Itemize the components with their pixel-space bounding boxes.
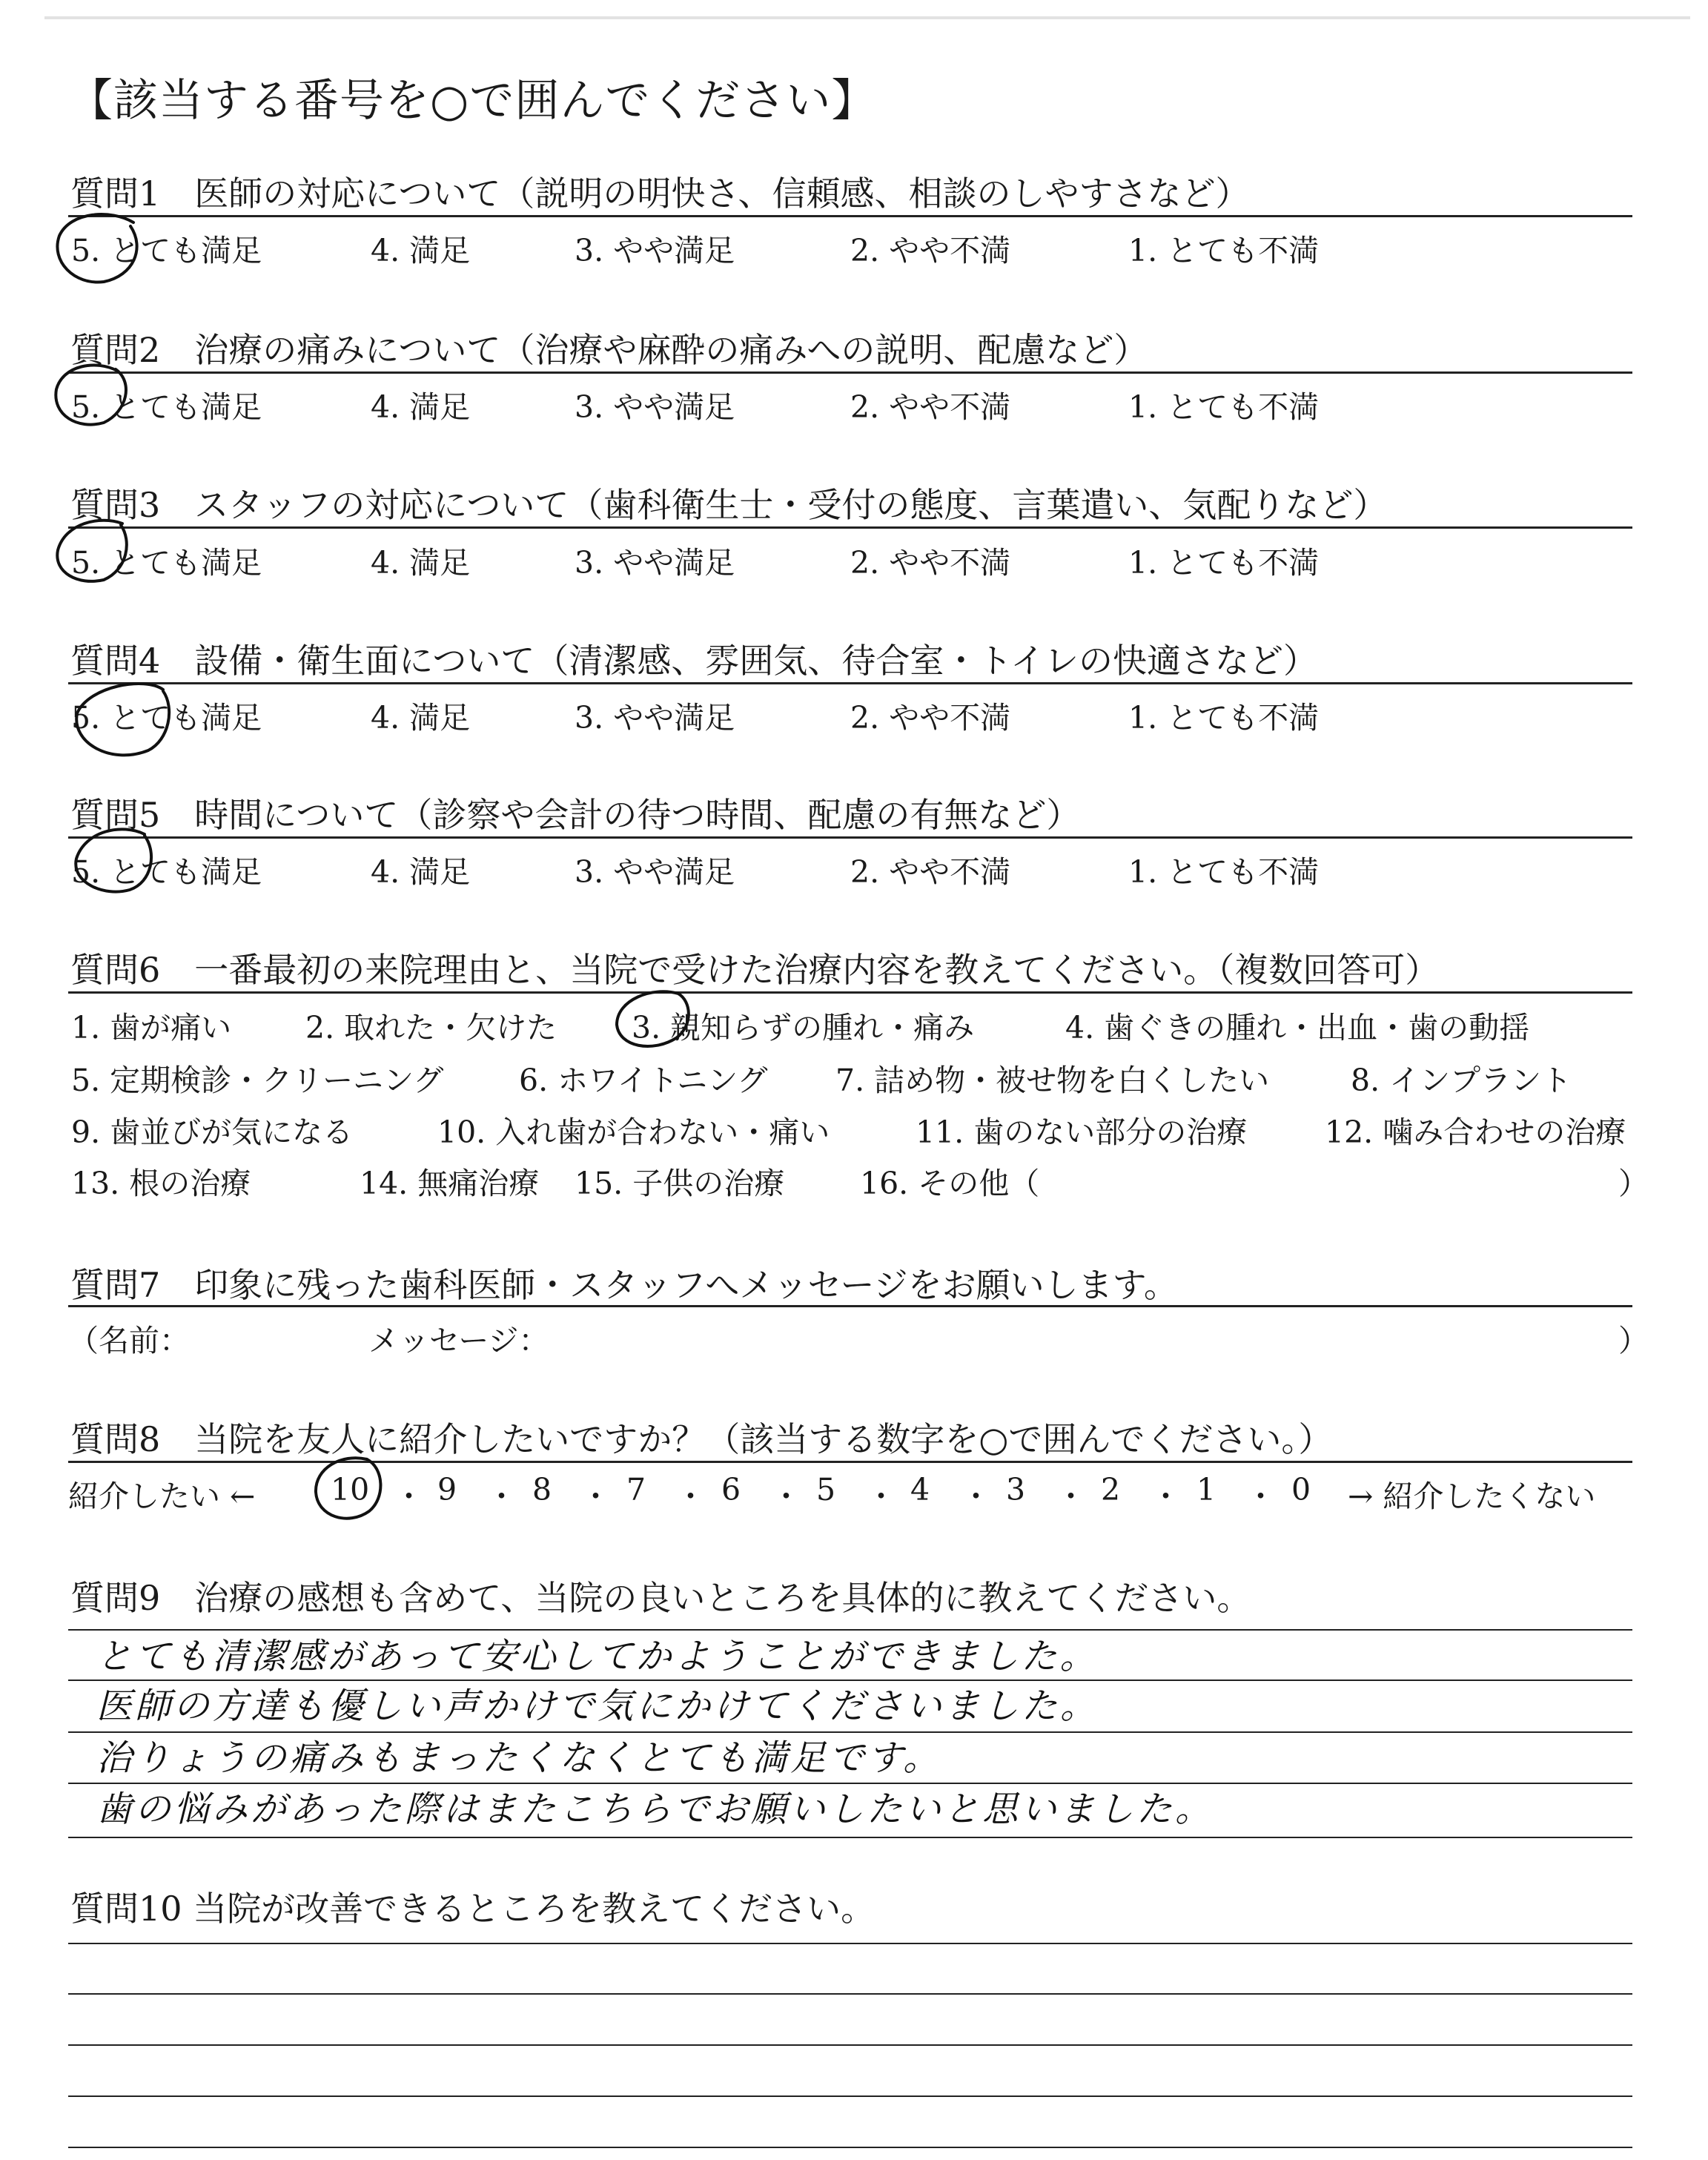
q6-option-5[interactable]: 5. 定期検診・クリーニング — [71, 1063, 444, 1098]
q8-right-label: → 紹介したくない — [1348, 1479, 1596, 1514]
question-10: 質問10 当院が改善できるところを教えてください。 — [70, 1889, 875, 1929]
q5-option-4[interactable]: 4. 満足 — [371, 854, 471, 890]
q6-option-11[interactable]: 11. 歯のない部分の治療 — [916, 1114, 1248, 1150]
q8-score-2[interactable]: 2 — [1101, 1472, 1121, 1507]
q6-option-6[interactable]: 6. ホワイトニング — [519, 1063, 768, 1098]
q3-option-5[interactable]: 5. とても満足 — [71, 545, 262, 581]
q1-option-4[interactable]: 4. 満足 — [371, 233, 471, 268]
q8-sep: ・ — [1151, 1479, 1181, 1514]
q8-sep: ・ — [580, 1479, 611, 1514]
q4-selected-circle — [76, 684, 169, 755]
q8-score-0[interactable]: 0 — [1291, 1472, 1311, 1507]
q2-option-4[interactable]: 4. 満足 — [371, 389, 471, 425]
q5-option-1[interactable]: 1. とても不満 — [1128, 854, 1320, 890]
q8-score-5[interactable]: 5 — [816, 1472, 836, 1507]
q8-score-3[interactable]: 3 — [1006, 1472, 1026, 1507]
q9-answer-line-2: 医師の方達も優しい声かけで気にかけてくださいました。 — [96, 1685, 1099, 1727]
q2-selected-circle — [56, 365, 126, 424]
q6-selected-circle — [617, 991, 689, 1046]
q8-score-1[interactable]: 1 — [1196, 1472, 1217, 1507]
q2-option-1[interactable]: 1. とても不満 — [1128, 389, 1320, 425]
q9-answer-line-1: とても清潔感があって安心してかようことができました。 — [96, 1636, 1099, 1677]
q8-sep: ・ — [675, 1479, 706, 1514]
q3-option-4[interactable]: 4. 満足 — [371, 545, 471, 581]
q4-option-3[interactable]: 3. やや満足 — [575, 700, 735, 736]
question-2: 質問2 治療の痛みについて（治療や麻酔の痛みへの説明、配慮など） — [70, 330, 1148, 370]
q8-sep: ・ — [394, 1479, 424, 1514]
q4-option-5[interactable]: 5. とても満足 — [71, 700, 262, 736]
q1-option-5[interactable]: 5. とても満足 — [71, 233, 262, 268]
q5-option-5[interactable]: 5. とても満足 — [71, 854, 262, 890]
q8-sep: ・ — [866, 1479, 896, 1514]
q5-selected-circle — [76, 829, 151, 891]
q6-option-16[interactable]: 16. その他（ — [860, 1166, 1040, 1201]
q8-score-8[interactable]: 8 — [532, 1472, 552, 1507]
q8-sep: ・ — [486, 1479, 517, 1514]
q8-score-6[interactable]: 6 — [721, 1472, 741, 1507]
q2-option-3[interactable]: 3. やや満足 — [575, 389, 735, 425]
q6-option-10[interactable]: 10. 入れ歯が合わない・痛い — [437, 1114, 830, 1150]
q8-sep: ・ — [1056, 1479, 1086, 1514]
q3-option-3[interactable]: 3. やや満足 — [575, 545, 735, 581]
q7-close-paren: ） — [1618, 1323, 1649, 1358]
question-9: 質問9 治療の感想も含めて、当院の良いところを具体的に教えてください。 — [70, 1578, 1251, 1618]
q5-option-3[interactable]: 3. やや満足 — [575, 854, 735, 890]
q6-option-15[interactable]: 15. 子供の治療 — [575, 1166, 785, 1201]
q4-option-4[interactable]: 4. 満足 — [371, 700, 471, 736]
q6-option-8[interactable]: 8. インプラント — [1351, 1063, 1572, 1098]
q9-answer-line-3: 治りょうの痛みもまったくなくとても満足です。 — [96, 1737, 942, 1779]
q6-option-14[interactable]: 14. 無痛治療 — [360, 1166, 540, 1201]
q8-left-label: 紹介したい ← — [68, 1479, 256, 1514]
question-8: 質問8 当院を友人に紹介したいですか？（該当する数字を○で囲んでください。） — [70, 1419, 1333, 1459]
q2-option-5[interactable]: 5. とても満足 — [71, 389, 262, 425]
q9-answer-line-4: 歯の悩みがあった際はまたこちらでお願いしたいと思いました。 — [96, 1789, 1214, 1830]
page-title: 【該当する番号を○で囲んでください】 — [68, 75, 877, 127]
q8-score-10[interactable]: 10 — [331, 1472, 370, 1507]
q3-option-1[interactable]: 1. とても不満 — [1128, 545, 1320, 581]
q8-sep: ・ — [771, 1479, 801, 1514]
q8-score-7[interactable]: 7 — [626, 1472, 646, 1507]
q2-option-2[interactable]: 2. やや不満 — [850, 389, 1011, 425]
question-6: 質問6 一番最初の来院理由と、当院で受けた治療内容を教えてください。（複数回答可） — [70, 950, 1440, 990]
q8-selected-circle — [316, 1458, 380, 1518]
q5-option-2[interactable]: 2. やや不満 — [850, 854, 1011, 890]
q3-option-2[interactable]: 2. やや不満 — [850, 545, 1011, 581]
q7-name-label: （名前： — [68, 1323, 190, 1358]
q8-sep: ・ — [1245, 1479, 1276, 1514]
question-1: 質問1 医師の対応について（説明の明快さ、信頼感、相談のしやすさなど） — [70, 174, 1250, 214]
q6-option-7[interactable]: 7. 詰め物・被せ物を白くしたい — [835, 1063, 1270, 1098]
q1-selected-circle — [57, 214, 136, 282]
q3-selected-circle — [57, 521, 127, 581]
q6-option-12[interactable]: 12. 噛み合わせの治療 — [1325, 1114, 1626, 1150]
q8-score-4[interactable]: 4 — [910, 1472, 930, 1507]
q1-option-2[interactable]: 2. やや不満 — [850, 233, 1011, 268]
q4-option-2[interactable]: 2. やや不満 — [850, 700, 1011, 736]
q6-option-4[interactable]: 4. 歯ぐきの腫れ・出血・歯の動揺 — [1065, 1010, 1530, 1046]
question-3: 質問3 スタッフの対応について（歯科衛生士・受付の態度、言葉遣い、気配りなど） — [70, 485, 1388, 525]
q1-option-3[interactable]: 3. やや満足 — [575, 233, 735, 268]
q6-option-3[interactable]: 3. 親知らずの腫れ・痛み — [632, 1010, 975, 1046]
question-4: 質問4 設備・衛生面について（清潔感、雰囲気、待合室・トイレの快適さなど） — [70, 641, 1318, 681]
q4-option-1[interactable]: 1. とても不満 — [1128, 700, 1320, 736]
q6-option-1[interactable]: 1. 歯が痛い — [71, 1010, 232, 1046]
q8-sep: ・ — [961, 1479, 991, 1514]
q6-option-9[interactable]: 9. 歯並びが気になる — [71, 1114, 354, 1150]
q6-option-2[interactable]: 2. 取れた・欠けた — [305, 1010, 557, 1046]
q6-option-13[interactable]: 13. 根の治療 — [71, 1166, 251, 1201]
q1-option-1[interactable]: 1. とても不満 — [1128, 233, 1320, 268]
question-7: 質問7 印象に残った歯科医師・スタッフへメッセージをお願いします。 — [70, 1265, 1178, 1305]
q7-message-label: メッセージ： — [368, 1323, 549, 1358]
question-5: 質問5 時間について（診察や会計の待つ時間、配慮の有無など） — [70, 795, 1081, 835]
q6-option-16-close: ） — [1618, 1166, 1649, 1201]
q8-score-9[interactable]: 9 — [437, 1472, 457, 1507]
